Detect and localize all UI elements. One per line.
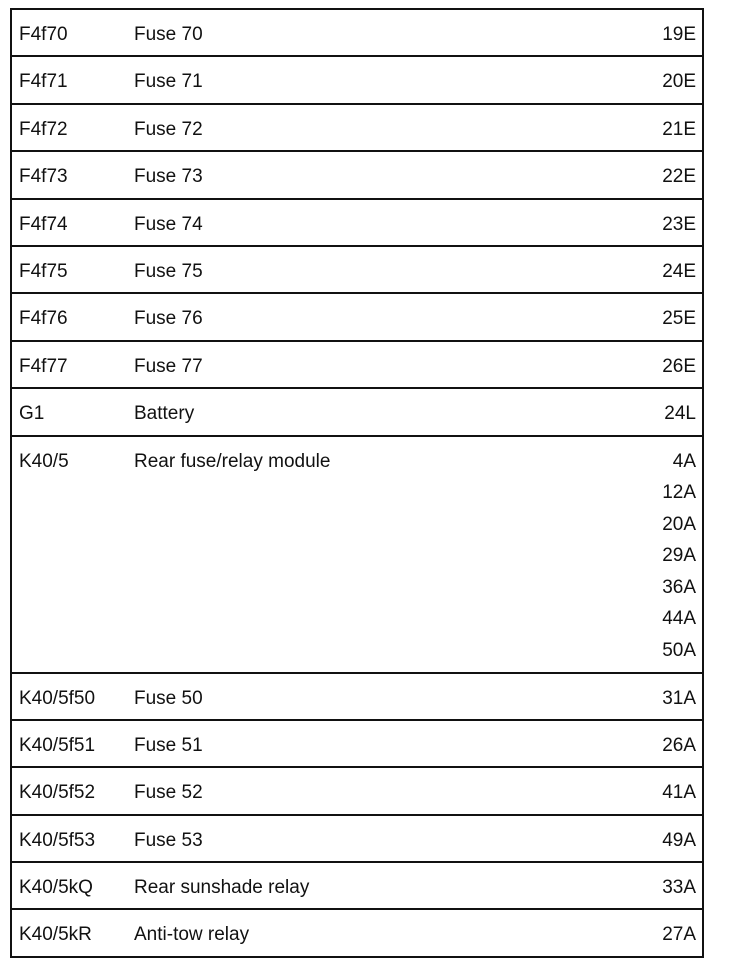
table-row <box>12 863 702 910</box>
grid-location: 36A <box>662 576 696 598</box>
grid-location: 50A <box>662 639 696 661</box>
component-location-table <box>10 8 704 958</box>
grid-location: 24L <box>664 403 696 425</box>
table-row <box>12 152 702 199</box>
table-row <box>12 247 702 294</box>
grid-location: 31A <box>662 687 696 709</box>
component-description: Fuse 51 <box>134 734 203 756</box>
grid-location: 24E <box>662 260 696 282</box>
component-code: F4f77 <box>19 355 68 377</box>
table-row <box>12 768 702 815</box>
grid-location: 27A <box>662 924 696 946</box>
grid-location: 41A <box>662 782 696 804</box>
component-code: F4f74 <box>19 213 68 235</box>
grid-location: 4A <box>672 450 696 472</box>
component-description: Fuse 73 <box>134 166 203 188</box>
table-row <box>12 721 702 768</box>
component-code: G1 <box>19 403 45 425</box>
component-description: Fuse 71 <box>134 71 203 93</box>
grid-location-list <box>662 451 696 672</box>
grid-location: 29A <box>662 545 696 567</box>
grid-location: 20A <box>662 513 696 535</box>
component-description: Fuse 74 <box>134 213 203 235</box>
component-description: Fuse 76 <box>134 308 203 330</box>
component-description: Fuse 75 <box>134 260 203 282</box>
grid-location: 33A <box>662 877 696 899</box>
grid-location: 19E <box>662 24 696 45</box>
component-code: F4f72 <box>19 118 68 140</box>
grid-location: 22E <box>662 166 696 188</box>
grid-location: 26E <box>662 355 696 377</box>
component-code: K40/5f53 <box>19 829 96 851</box>
table-row <box>12 816 702 863</box>
grid-location: 21E <box>662 118 696 140</box>
table-row <box>12 342 702 389</box>
table-row <box>12 200 702 247</box>
table-row <box>12 10 702 57</box>
component-code: F4f71 <box>19 71 68 93</box>
grid-location: 12A <box>662 482 696 504</box>
table-row <box>12 437 702 674</box>
component-code: F4f76 <box>19 308 68 330</box>
component-code: K40/5f51 <box>19 734 96 756</box>
component-code: F4f73 <box>19 166 68 188</box>
component-code: K40/5 <box>19 450 69 472</box>
component-description: Fuse 70 <box>134 24 203 45</box>
grid-location: 44A <box>662 608 696 630</box>
component-code: F4f70 <box>19 24 68 45</box>
table-row <box>12 57 702 104</box>
table-row <box>12 674 702 721</box>
component-code: F4f75 <box>19 260 68 282</box>
table-row <box>12 910 702 957</box>
grid-location: 23E <box>662 213 696 235</box>
component-code: K40/5kQ <box>19 877 93 899</box>
component-code: K40/5f52 <box>19 782 96 804</box>
component-description: Fuse 77 <box>134 355 203 377</box>
component-description: Rear fuse/relay module <box>134 450 331 472</box>
component-code: K40/5kR <box>19 924 92 946</box>
grid-location: 25E <box>662 308 696 330</box>
grid-location: 20E <box>662 71 696 93</box>
component-description: Rear sunshade relay <box>134 877 310 899</box>
table-row <box>12 294 702 341</box>
component-description: Anti-tow relay <box>134 924 250 946</box>
table-row <box>12 389 702 436</box>
grid-location: 49A <box>662 829 696 851</box>
component-description: Fuse 50 <box>134 687 203 709</box>
component-description: Fuse 53 <box>134 829 203 851</box>
component-code: K40/5f50 <box>19 687 96 709</box>
component-description: Fuse 52 <box>134 782 203 804</box>
table-row <box>12 105 702 152</box>
grid-location: 26A <box>662 734 696 756</box>
component-description: Fuse 72 <box>134 118 203 140</box>
component-description: Battery <box>134 403 195 425</box>
